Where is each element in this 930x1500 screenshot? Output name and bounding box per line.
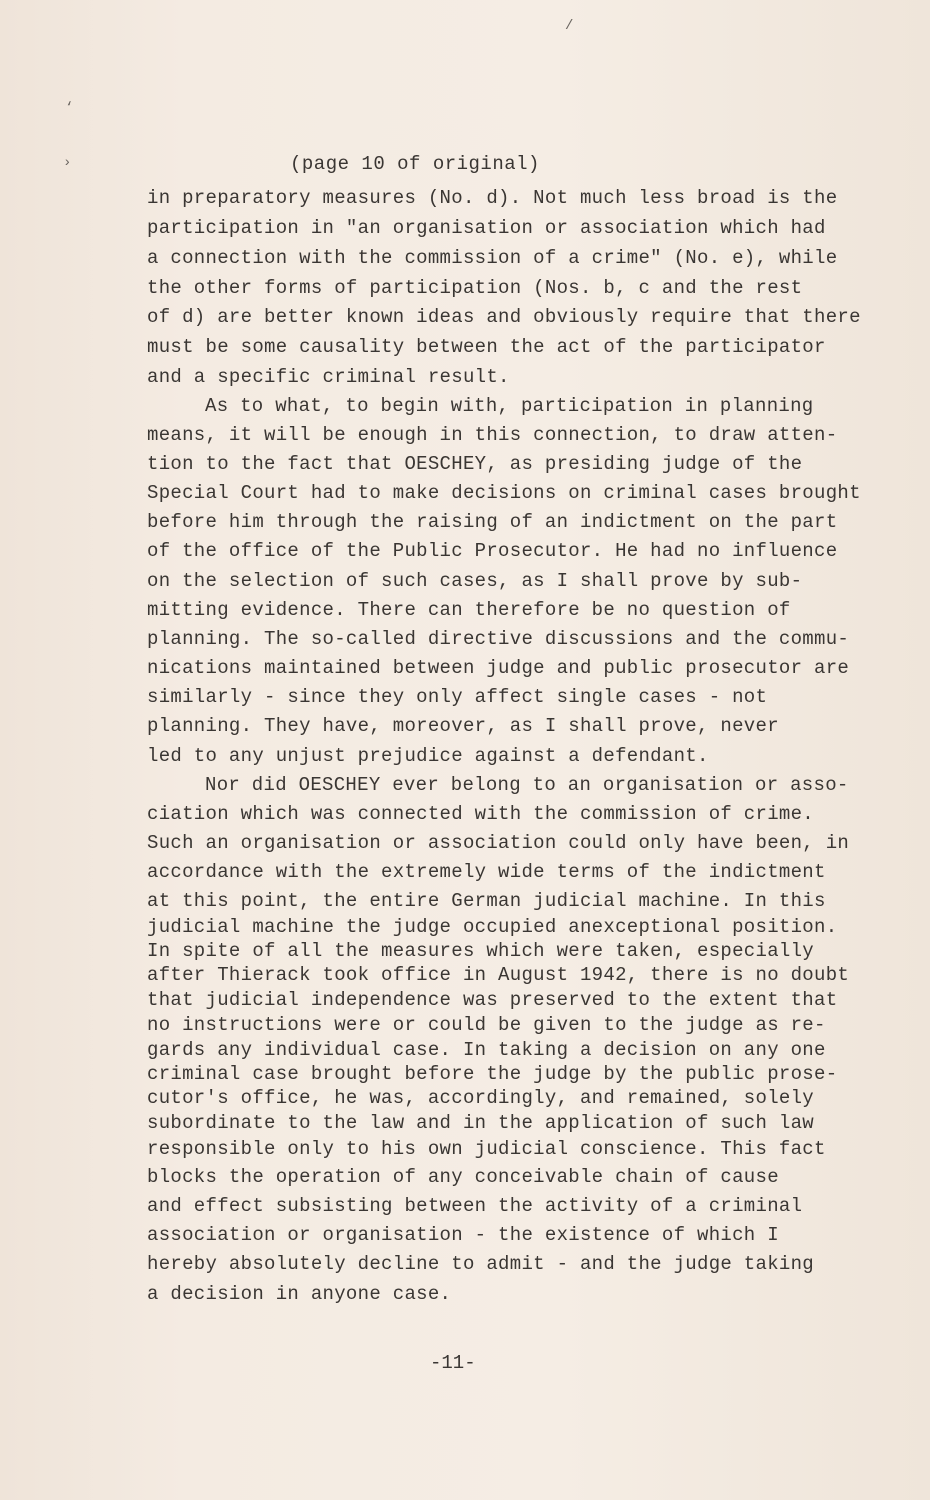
text-line: of d) are better known ideas and obviously require that there bbox=[147, 306, 861, 328]
text-line: the other forms of participation (Nos. b, c and the rest bbox=[147, 277, 803, 299]
margin-mark: ‘ bbox=[65, 100, 74, 116]
text-line: a decision in anyone case. bbox=[147, 1283, 452, 1305]
text-line: subordinate to the law and in the application of such law bbox=[147, 1112, 815, 1134]
text-line: means, it will be enough in this connection, to draw atten- bbox=[147, 424, 838, 446]
margin-mark: › bbox=[63, 155, 72, 171]
text-line: planning. They have, moreover, as I shall prove, never bbox=[147, 715, 779, 737]
text-line: In spite of all the measures which were taken, especially bbox=[147, 940, 815, 962]
text-line: Such an organisation or association could only have been, in bbox=[147, 832, 850, 854]
text-line: must be some causality between the act of the participator bbox=[147, 336, 826, 358]
text-line: judicial machine the judge occupied anexceptional position. bbox=[147, 916, 838, 938]
pencil-mark: / bbox=[565, 18, 574, 34]
text-line: tion to the fact that OESCHEY, as presiding judge of the bbox=[147, 453, 803, 475]
text-line: Nor did OESCHEY ever belong to an organisation or asso- bbox=[205, 774, 849, 796]
text-line: led to any unjust prejudice against a defendant. bbox=[147, 745, 709, 767]
text-line: hereby absolutely decline to admit - and the judge taking bbox=[147, 1253, 815, 1275]
page-heading: (page 10 of original) bbox=[290, 153, 540, 175]
text-line: mitting evidence. There can therefore be no question of bbox=[147, 599, 791, 621]
text-line: participation in "an organisation or association which had bbox=[147, 217, 826, 239]
text-line: Special Court had to make decisions on criminal cases brought bbox=[147, 482, 861, 504]
text-line: that judicial independence was preserved to the extent that bbox=[147, 989, 838, 1011]
text-line: and a specific criminal result. bbox=[147, 366, 510, 388]
text-line: no instructions were or could be given to the judge as re- bbox=[147, 1014, 826, 1036]
text-line: of the office of the Public Prosecutor. He had no influence bbox=[147, 540, 838, 562]
text-line: As to what, to begin with, participation in planning bbox=[205, 395, 814, 417]
text-line: similarly - since they only affect single cases - not bbox=[147, 686, 768, 708]
text-line: at this point, the entire German judicial machine. In this bbox=[147, 890, 826, 912]
text-line: a connection with the commission of a crime" (No. e), while bbox=[147, 247, 838, 269]
text-line: cutor's office, he was, accordingly, and remained, solely bbox=[147, 1087, 815, 1109]
text-line: planning. The so-called directive discussions and the commu- bbox=[147, 628, 850, 650]
text-line: responsible only to his own judicial conscience. This fact bbox=[147, 1138, 826, 1160]
text-line: nications maintained between judge and public prosecutor are bbox=[147, 657, 850, 679]
text-line: after Thierack took office in August 1942, there is no doubt bbox=[147, 964, 850, 986]
text-line: blocks the operation of any conceivable chain of cause bbox=[147, 1166, 779, 1188]
text-line: association or organisation - the existence of which I bbox=[147, 1224, 779, 1246]
text-line: gards any individual case. In taking a decision on any one bbox=[147, 1039, 826, 1061]
text-line: and effect subsisting between the activity of a criminal bbox=[147, 1195, 803, 1217]
text-line: on the selection of such cases, as I shall prove by sub- bbox=[147, 570, 803, 592]
text-line: before him through the raising of an indictment on the part bbox=[147, 511, 838, 533]
text-line: in preparatory measures (No. d). Not much less broad is the bbox=[147, 187, 838, 209]
text-line: ciation which was connected with the commission of crime. bbox=[147, 803, 815, 825]
text-line: accordance with the extremely wide terms of the indictment bbox=[147, 861, 826, 883]
text-line: criminal case brought before the judge by the public prose- bbox=[147, 1063, 838, 1085]
page-number: -11- bbox=[430, 1352, 476, 1374]
